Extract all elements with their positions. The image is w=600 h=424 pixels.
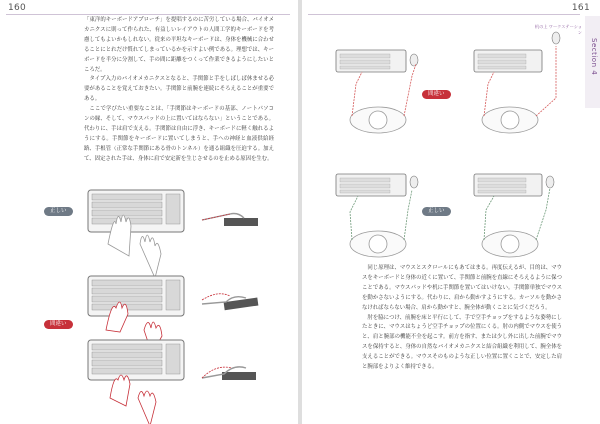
top-view-correct-left: [332, 160, 424, 260]
paragraph: タイプ入力のバイオメカニクスとなると、手関節と手をしばしば休ませる必要があることを覚えておきたい。手関節と前腕を連続にそろえることが重要である。: [84, 76, 274, 103]
keyboard-illustration-incorrect-2: [86, 338, 186, 410]
keyboard-illustration-incorrect-1: [86, 274, 186, 334]
incorrect-label: 間違い: [44, 320, 73, 329]
top-view-incorrect-right: [470, 28, 570, 138]
correct-label: 正しい: [422, 207, 451, 216]
right-page: [302, 0, 600, 424]
page-number: 161: [571, 3, 590, 13]
section-tab: [585, 16, 600, 108]
left-body-text: [84, 16, 274, 165]
side-view-typing-incorrect-1: [200, 280, 260, 316]
page-number: 160: [8, 3, 27, 13]
header-rule: [308, 14, 580, 15]
correct-label: 正しい: [44, 207, 73, 216]
right-body-text: [362, 264, 562, 373]
section-subtitle: 机の上 ワークステーション: [534, 24, 582, 35]
left-page: [0, 0, 298, 424]
paragraph: 「東洋的キーボードアプローチ」を提唱するのに苦労している場合、バイオメカニクスに則って作られた、有益しいレイアウトの人間工学的キーボードを考慮してもよいかもしれない。従来の平坦なキーボードは、身体を機械に合わせることにとれだけ慣れてしまっているかを示すよい例である。理想では、キーボードを半分に分割して、手の間に距離をつくって作業できるようにしたいところだ。: [84, 17, 274, 73]
side-view-typing-incorrect-2: [200, 350, 260, 386]
keyboard-illustration-correct: [86, 188, 186, 258]
header-rule: [6, 14, 290, 15]
side-view-typing-correct: [200, 198, 260, 234]
paragraph: ここで学びたい重要なことは、「手関節はキーボードの基部、ノートパソコンの縁、そして、マウスパッドの上に置いてはならない」ということである。代わりに、手は肩で支える。手関節は自由に浮き、キーボードに軽く触れるようにする。手関節をキーボードに置いてしまうと、手への神経と血液供給経路、手根管（正常な手関節にある骨のトンネル）を通る組織を圧迫する。加えて、固定された手は、身体に肩で安定新を生じさせるのを止める原因を生む。: [84, 106, 274, 162]
incorrect-label: 間違い: [422, 90, 451, 99]
top-view-incorrect-left: [332, 36, 424, 136]
top-view-correct-right: [470, 160, 570, 260]
paragraph: 同じ原理は、マウスとスクロールにもあてはまる。再度伝えるが、目的は、マウスをキーボードと身体の近くに置いて、手関節と前腕を直線にそろえるように保つことである。マウスパッドや机に手関節を置いてはいけない。手関節単独でマウスを動かさないようにする。代わりに、肩から動かすようにする。カーソルを動かさなければならない場合、肩から動かすと、腕全体が動くことに気づくだろう。: [362, 265, 562, 311]
section-title: Section 4: [590, 38, 598, 76]
paragraph: 肘を脇につけ、前腕を床と平行にして、手で空手チョップをするような姿勢にしたときに、マウスはちょうど空手チョップの位置にくる。肘の内側でマウスを使うと、肩と腕部の機能不全を起こす。前方を指す、または少し外に出した前腕でマウスを保持すると、身体の自然なバイオメカニクスと結合組織を利用して、腕全体を支えることができる。マウスそのものような正しい位置に置くことで、安定した肩と腕部をよりよく維持できる。: [362, 314, 562, 371]
